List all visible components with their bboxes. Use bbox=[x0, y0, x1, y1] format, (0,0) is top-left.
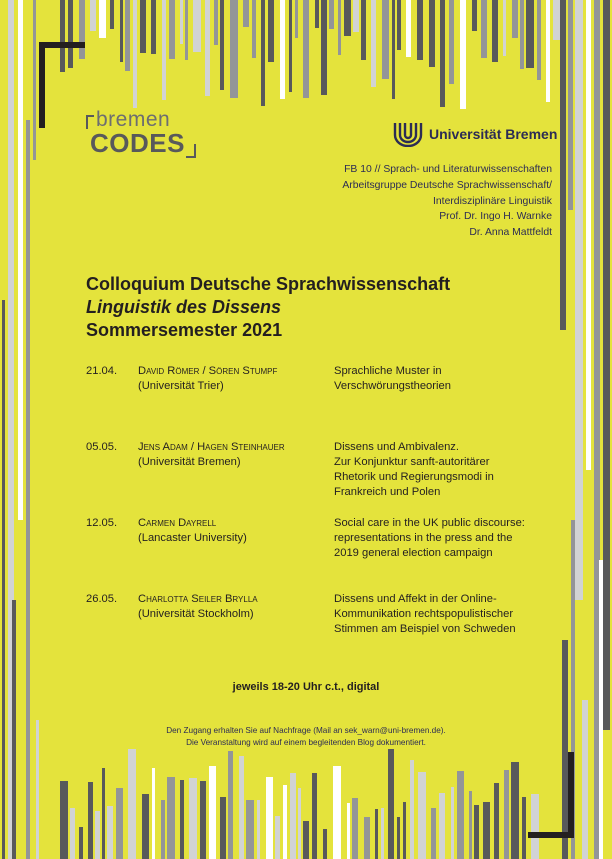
decorative-bar bbox=[303, 0, 309, 98]
decorative-bar bbox=[460, 0, 466, 109]
decorative-bar bbox=[392, 0, 395, 99]
decorative-bar bbox=[417, 0, 423, 60]
decorative-bar bbox=[371, 0, 376, 87]
decorative-bar bbox=[511, 762, 519, 859]
decorative-bar bbox=[381, 808, 384, 859]
decorative-bar bbox=[364, 817, 370, 859]
decorative-bar bbox=[152, 768, 155, 859]
decorative-bar bbox=[451, 787, 454, 859]
colloquium-heading bbox=[86, 273, 450, 342]
corner-bracket-top-left bbox=[39, 42, 85, 128]
decorative-bar bbox=[102, 768, 105, 859]
bremen-codes-logo bbox=[86, 110, 206, 160]
decorative-bar bbox=[290, 773, 296, 859]
access-note-line: Die Veranstaltung wird auf einem begleitenden Blog dokumentiert. bbox=[186, 737, 426, 747]
decorative-bar bbox=[205, 0, 210, 96]
decorative-bar bbox=[180, 0, 183, 44]
decorative-bar bbox=[388, 749, 394, 859]
decorative-bar bbox=[492, 0, 498, 62]
decorative-bar bbox=[180, 780, 184, 859]
decorative-bar bbox=[266, 777, 273, 859]
decorative-bar bbox=[512, 0, 518, 38]
decorative-bar bbox=[95, 811, 100, 859]
decorative-bar bbox=[429, 0, 435, 67]
decorative-bar bbox=[214, 0, 218, 45]
decorative-bar bbox=[26, 120, 30, 859]
decorative-bar bbox=[169, 0, 175, 59]
session-affiliation: (Universität Bremen) bbox=[138, 456, 241, 468]
logo-text-bremen: bremen bbox=[96, 108, 171, 131]
decorative-bar bbox=[90, 0, 96, 31]
decorative-bar bbox=[230, 0, 238, 98]
session-topic bbox=[334, 364, 574, 394]
decorative-bar bbox=[603, 0, 610, 730]
heading-semester: Sommersemester 2021 bbox=[86, 320, 283, 340]
decorative-bar bbox=[303, 821, 309, 859]
decorative-bar bbox=[431, 808, 436, 859]
decorative-bar bbox=[472, 0, 477, 31]
decorative-bar bbox=[575, 0, 583, 600]
topic-line: Stimmen am Beispiel von Schweden bbox=[334, 623, 516, 635]
heading-subtitle: Linguistik des Dissens bbox=[86, 297, 282, 317]
topic-line: Rhetorik und Regierungsmodi in bbox=[334, 471, 494, 483]
decorative-bar bbox=[537, 0, 541, 80]
decorative-bar bbox=[200, 781, 206, 859]
session-date: 05.05. bbox=[86, 441, 118, 453]
decorative-bar bbox=[582, 700, 588, 859]
topic-line: Dissens und Affekt in der Online- bbox=[334, 593, 497, 605]
decorative-bar bbox=[312, 773, 317, 859]
decorative-bar bbox=[70, 808, 75, 859]
decorative-bar bbox=[449, 0, 454, 84]
corner-bracket-bottom-right bbox=[528, 752, 574, 838]
decorative-bar bbox=[568, 0, 573, 210]
decorative-bar bbox=[257, 800, 260, 859]
topic-line: 2019 general election campaign bbox=[334, 547, 493, 559]
decorative-bar bbox=[79, 827, 83, 859]
topic-line: Verschwörungstheorien bbox=[334, 380, 451, 392]
decorative-bar bbox=[333, 766, 341, 859]
topic-line: Sprachliche Muster in bbox=[334, 365, 442, 377]
decorative-bar bbox=[329, 0, 334, 29]
session-affiliation: (Lancaster University) bbox=[138, 532, 247, 544]
decorative-bar bbox=[167, 777, 175, 859]
decorative-bar bbox=[353, 0, 359, 32]
decorative-bar bbox=[125, 0, 130, 71]
decorative-bar bbox=[193, 0, 201, 52]
decorative-bar bbox=[494, 783, 499, 859]
access-note bbox=[0, 725, 612, 748]
session-topic bbox=[334, 592, 574, 637]
university-emblem-icon bbox=[393, 121, 423, 147]
decorative-bar bbox=[142, 794, 149, 859]
decorative-bar bbox=[120, 0, 123, 62]
decorative-bar bbox=[483, 802, 490, 859]
decorative-bar bbox=[526, 0, 534, 68]
decorative-bar bbox=[220, 797, 226, 859]
department-line: Dr. Anna Mattfeldt bbox=[469, 227, 552, 239]
decorative-bar bbox=[275, 816, 280, 859]
decorative-bar bbox=[107, 806, 113, 859]
session-affiliation: (Universität Trier) bbox=[138, 380, 224, 392]
session-topic bbox=[334, 440, 574, 500]
session-date: 21.04. bbox=[86, 365, 118, 377]
session-date: 12.05. bbox=[86, 517, 118, 529]
department-line: FB 10 // Sprach- und Literaturwissenschaften bbox=[344, 164, 552, 175]
decorative-bar bbox=[439, 793, 445, 859]
decorative-bar bbox=[110, 0, 114, 29]
topic-line: representations in the press and the bbox=[334, 532, 513, 544]
department-line: Prof. Dr. Ingo H. Warnke bbox=[439, 211, 552, 223]
decorative-bar bbox=[344, 0, 351, 36]
session-affiliation: (Universität Stockholm) bbox=[138, 608, 254, 620]
time-note: jeweils 18-20 Uhr c.t., digital bbox=[232, 681, 380, 693]
decorative-bar bbox=[397, 0, 401, 50]
decorative-bar bbox=[418, 772, 426, 859]
university-logo bbox=[393, 121, 557, 147]
decorative-bar bbox=[246, 800, 254, 859]
decorative-bar bbox=[361, 0, 366, 60]
decorative-bar bbox=[239, 756, 244, 859]
decorative-bar bbox=[315, 0, 319, 28]
decorative-bar bbox=[586, 0, 591, 470]
decorative-bar bbox=[546, 0, 550, 102]
decorative-bar bbox=[457, 771, 464, 859]
decorative-bar bbox=[268, 0, 274, 62]
decorative-bar bbox=[161, 800, 165, 859]
decorative-bar bbox=[99, 0, 106, 38]
decorative-bar bbox=[88, 782, 93, 859]
topic-line: Zur Konjunktur sanft-autoritärer bbox=[334, 456, 490, 468]
session-speaker: Carmen Dayrell bbox=[138, 517, 217, 529]
decorative-bar bbox=[60, 781, 68, 859]
decorative-bar bbox=[522, 797, 526, 859]
university-name: Universität Bremen bbox=[429, 126, 558, 142]
decorative-bar bbox=[133, 0, 137, 108]
decorative-bar bbox=[280, 0, 285, 99]
decorative-bar bbox=[228, 751, 233, 859]
decorative-bar bbox=[162, 0, 166, 100]
topic-line: Kommunikation rechtspopulistischer bbox=[334, 608, 514, 620]
decorative-bar bbox=[520, 0, 524, 69]
decorative-bar bbox=[323, 829, 327, 859]
department-info bbox=[342, 162, 552, 241]
decorative-bar bbox=[185, 0, 188, 60]
decorative-bar bbox=[338, 0, 341, 55]
logo-text-codes: CODES bbox=[90, 128, 185, 158]
decorative-bar bbox=[553, 0, 560, 40]
access-note-line: Den Zugang erhalten Sie auf Nachfrage (Mail an sek_warn@uni-bremen.de). bbox=[166, 726, 446, 735]
department-line: Arbeitsgruppe Deutsche Sprachwissenschaft/ bbox=[342, 179, 552, 191]
topic-line: Frankreich und Polen bbox=[334, 486, 441, 498]
decorative-bar bbox=[560, 0, 566, 330]
decorative-bar bbox=[469, 791, 472, 859]
decorative-bar bbox=[243, 0, 249, 27]
decorative-bar bbox=[504, 770, 509, 859]
session-speaker: Jens Adam / Hagen Steinhauer bbox=[138, 441, 285, 453]
decorative-bar bbox=[2, 300, 5, 859]
decorative-bar bbox=[474, 805, 479, 859]
decorative-bar bbox=[321, 0, 327, 95]
decorative-bar bbox=[116, 788, 123, 859]
decorative-bar bbox=[18, 0, 23, 520]
decorative-bar bbox=[440, 0, 445, 107]
decorative-bar bbox=[128, 749, 136, 859]
session-topic bbox=[334, 516, 574, 561]
decorative-bar bbox=[375, 809, 378, 859]
decorative-bar bbox=[252, 0, 256, 58]
decorative-bar bbox=[410, 760, 414, 859]
decorative-bar bbox=[298, 788, 301, 859]
department-line: Interdisziplinäre Linguistik bbox=[433, 195, 552, 207]
decorative-bar bbox=[295, 0, 298, 38]
decorative-bar bbox=[151, 0, 156, 54]
session-date: 26.05. bbox=[86, 593, 118, 605]
decorative-bar bbox=[283, 785, 287, 859]
decorative-bar bbox=[33, 0, 36, 160]
decorative-bar bbox=[382, 0, 389, 79]
decorative-bar bbox=[189, 778, 197, 859]
decorative-bar bbox=[599, 560, 603, 859]
decorative-bar bbox=[261, 0, 265, 106]
topic-line: Dissens und Ambivalenz. bbox=[334, 441, 459, 453]
heading-title: Colloquium Deutsche Sprachwissenschaft bbox=[86, 274, 451, 294]
decorative-bar bbox=[289, 0, 292, 92]
decorative-bar bbox=[220, 0, 224, 90]
decorative-bar bbox=[209, 766, 216, 859]
session-speaker: Charlotta Seiler Brylla bbox=[138, 593, 258, 605]
decorative-bar bbox=[503, 0, 506, 56]
decorative-bar bbox=[397, 817, 400, 859]
decorative-bar bbox=[347, 803, 350, 859]
topic-line: Social care in the UK public discourse: bbox=[334, 517, 525, 529]
session-speaker: David Römer / Sören Stumpf bbox=[138, 365, 278, 377]
decorative-bar bbox=[352, 798, 358, 859]
decorative-bar bbox=[403, 802, 406, 859]
decorative-bar bbox=[140, 0, 146, 53]
decorative-bar bbox=[406, 0, 411, 57]
decorative-bar bbox=[481, 0, 487, 58]
